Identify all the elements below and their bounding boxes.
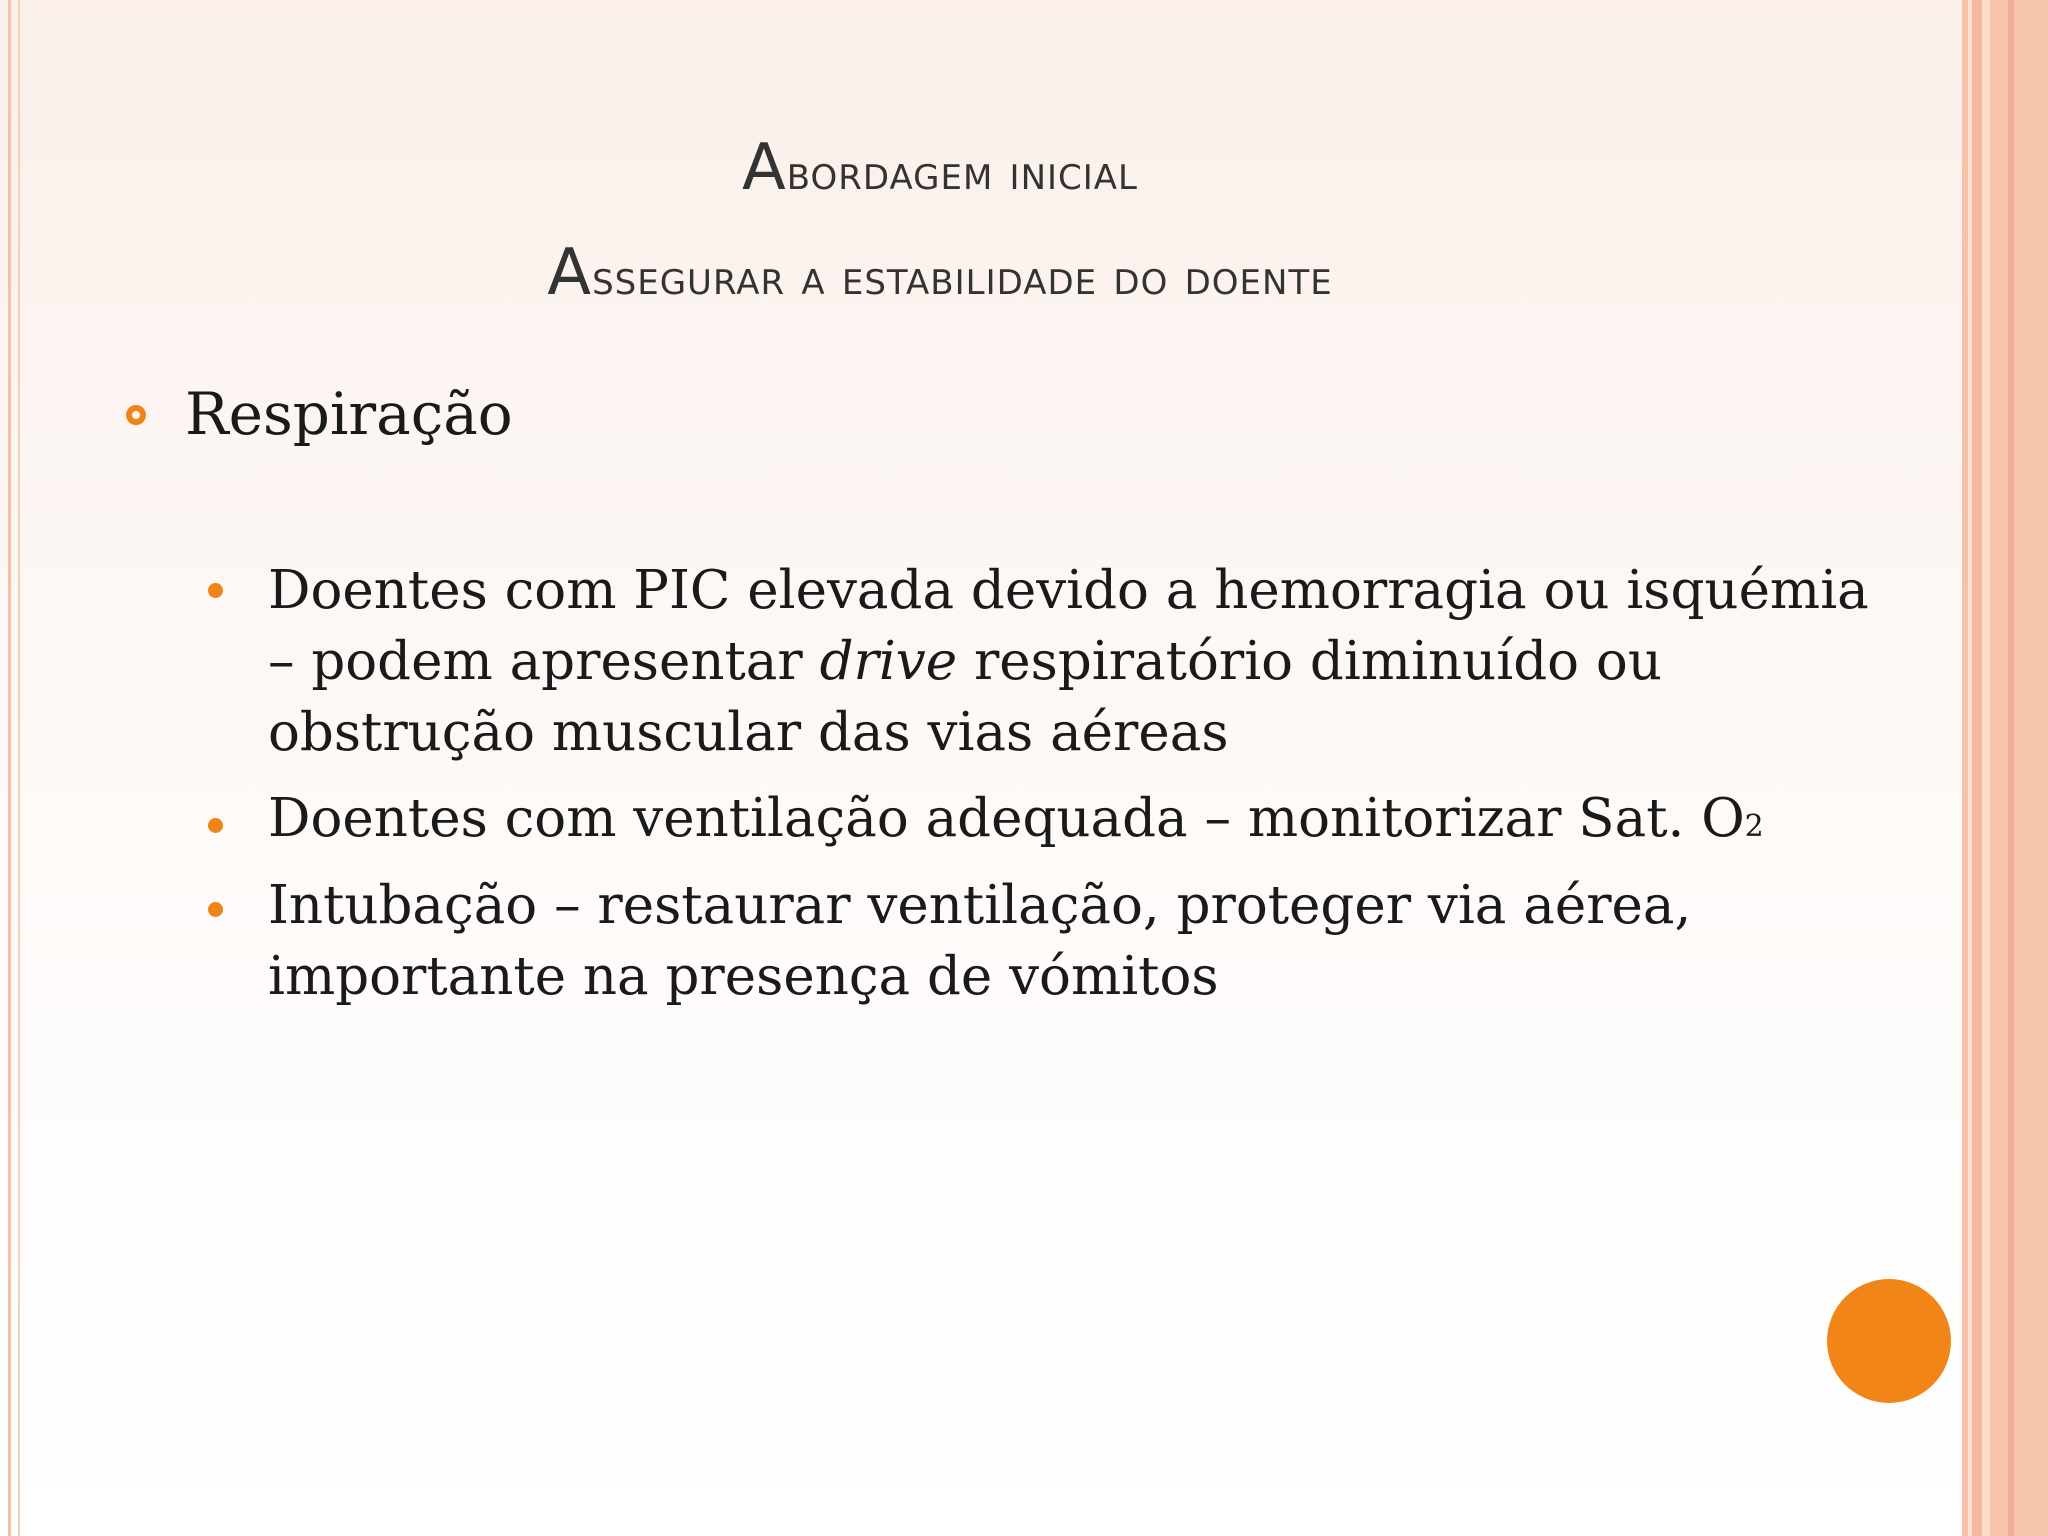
title-rest: ssegurar a estabilidade do doente	[592, 250, 1333, 306]
title-initial: A	[547, 236, 593, 310]
bullet-text-3: Intubação – restaurar ventilação, proteger via aérea, importante na presença de vómitos	[268, 875, 1692, 1007]
dot-bullet-icon	[208, 583, 223, 598]
slide-title-line-2	[160, 223, 1720, 328]
right-frame-stripe	[1982, 0, 1990, 1536]
ring-bullet-icon	[126, 405, 146, 425]
title-rest: bordagem inicial	[786, 145, 1139, 201]
level1-item: Respiração	[185, 380, 513, 448]
slide-title	[160, 118, 1720, 328]
left-frame-line-outer	[8, 0, 11, 1536]
title-initial: A	[741, 131, 787, 205]
bullet-2-subscript: 2	[1744, 809, 1764, 844]
bullet-2-text: Doentes com ventilação adequada – monitorizar Sat. O	[268, 788, 1745, 849]
left-frame-line-inner	[18, 0, 20, 1536]
dot-bullet-icon	[208, 818, 223, 833]
right-frame-stripe	[1990, 0, 2048, 1536]
bullet-1-text-after: respiratório diminuído ou obstrução muscular das vias aéreas	[268, 631, 1662, 763]
bullet-1-text-before: Doentes com PIC elevada devido a hemorragia ou isquémia – podem apresentar	[268, 560, 1869, 692]
bullet-text-1	[268, 555, 1908, 768]
dot-bullet-icon	[208, 902, 223, 917]
right-frame-stripe	[2008, 0, 2014, 1536]
right-frame-stripe	[1972, 0, 1982, 1536]
bullet-1-italic: drive	[819, 631, 958, 692]
orange-circle-decoration	[1827, 1279, 1951, 1403]
bullet-text-2	[268, 783, 1908, 862]
slide-title-line-1	[160, 118, 1720, 223]
